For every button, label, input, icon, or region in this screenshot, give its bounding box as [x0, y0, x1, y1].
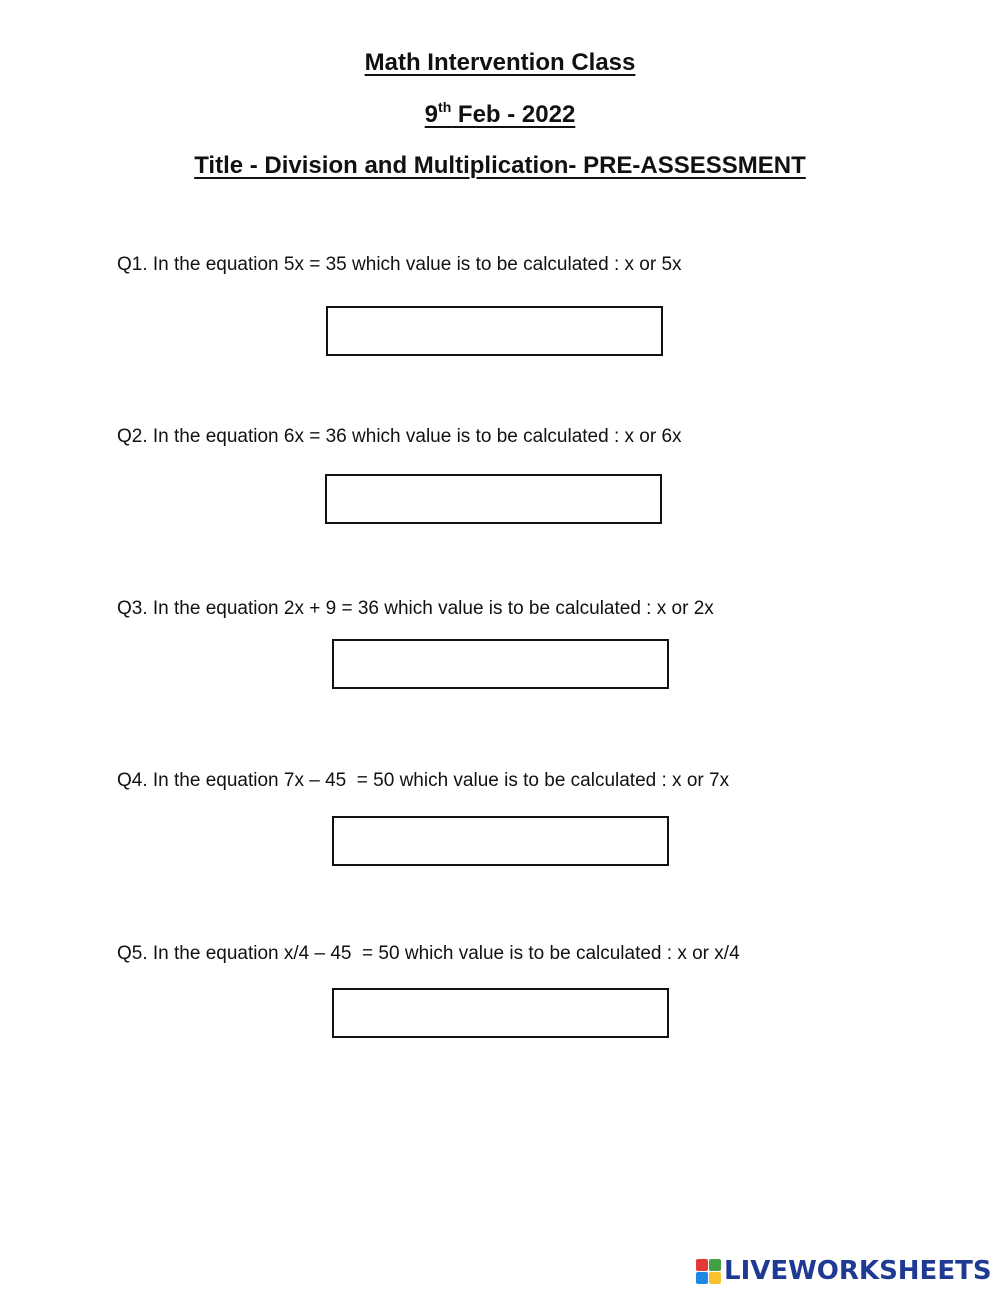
question-4-text: Q4. In the equation 7x – 45 = 50 which value is to be calculated : x or 7x	[117, 770, 730, 791]
logo-square-4	[709, 1272, 721, 1284]
class-heading: Math Intervention Class	[364, 49, 636, 76]
logo-square-2	[709, 1259, 721, 1271]
answer-input-4[interactable]	[332, 816, 669, 866]
question-2-text: Q2. In the equation 6x = 36 which value is to be calculated : x or 6x	[117, 426, 682, 447]
liveworksheets-logo	[696, 1256, 992, 1286]
date-heading	[0, 100, 1000, 130]
date-rest: Feb - 2022	[451, 101, 576, 128]
answer-input-3[interactable]	[332, 639, 669, 689]
date-suffix: th	[438, 99, 452, 115]
question-5-text: Q5. In the equation x/4 – 45 = 50 which value is to be calculated : x or x/4	[117, 943, 740, 964]
date-day: 9	[424, 101, 439, 128]
logo-square-3	[696, 1272, 708, 1284]
logo-text: LIVEWORKSHEETS	[724, 1256, 992, 1286]
answer-input-1[interactable]	[326, 306, 663, 356]
question-1-text: Q1. In the equation 5x = 35 which value is to be calculated : x or 5x	[117, 254, 682, 275]
worksheet-title: Title - Division and Multiplication- PRE-ASSESSMENT	[194, 152, 806, 179]
answer-input-5[interactable]	[332, 988, 669, 1038]
logo-square-1	[696, 1259, 708, 1271]
question-3-text: Q3. In the equation 2x + 9 = 36 which value is to be calculated : x or 2x	[117, 598, 714, 619]
liveworksheets-logo-icon	[696, 1259, 721, 1284]
answer-input-2[interactable]	[325, 474, 662, 524]
